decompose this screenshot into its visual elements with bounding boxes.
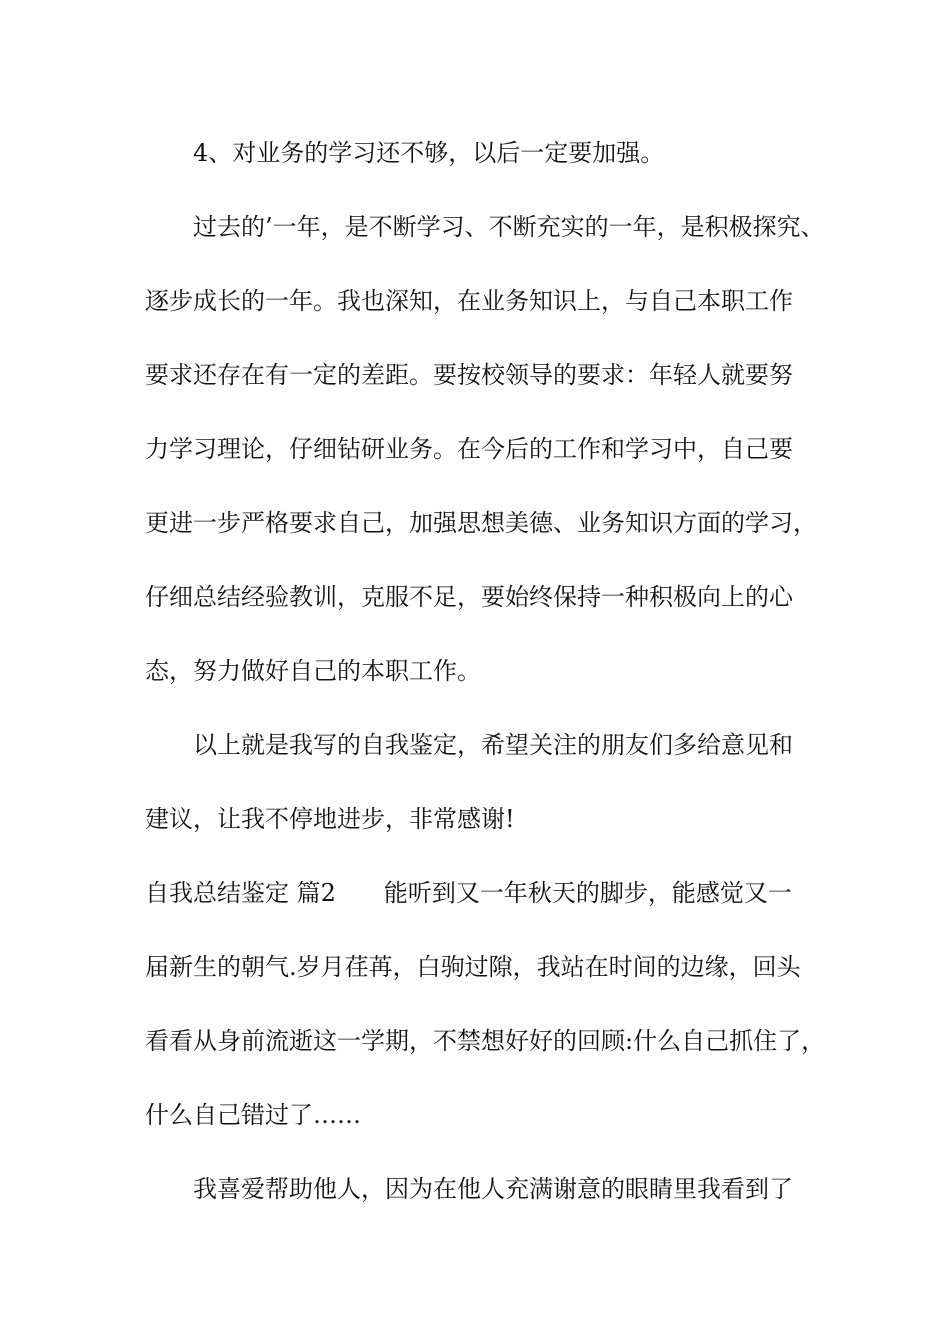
paragraph-line: 建议，让我不停地进步，非常感谢!	[145, 805, 515, 833]
paragraph-line: 能听到又一年秋天的脚步，能感觉又一	[383, 879, 792, 907]
paragraph-line: 过去的’一年，是不断学习、不断充实的一年，是积极探究、	[193, 213, 825, 241]
paragraph-line: 以上就是我写的自我鉴定，希望关注的朋友们多给意见和	[193, 731, 793, 759]
paragraph-line: 看看从身前流逝这一学期，不禁想好好的回顾:什么自己抓住了，	[145, 1027, 826, 1055]
paragraph-line: 力学习理论，仔细钻研业务。在今后的工作和学习中，自己要	[145, 435, 793, 463]
paragraph-line: 态，努力做好自己的本职工作。	[145, 657, 481, 685]
paragraph-line: 什么自己错过了……	[145, 1101, 361, 1129]
paragraph-line: 届新生的朝气.岁月荏苒，白驹过隙，我站在时间的边缘，回头	[145, 953, 801, 981]
section-heading-line	[145, 878, 792, 908]
section-heading: 自我总结鉴定 篇2	[145, 879, 336, 907]
paragraph-line: 4、对业务的学习还不够，以后一定要加强。	[193, 139, 665, 167]
paragraph-line: 仔细总结经验教训，克服不足，要始终保持一种积极向上的心	[145, 583, 793, 611]
paragraph-line: 逐步成长的一年。我也深知，在业务知识上，与自己本职工作	[145, 287, 793, 315]
paragraph-line: 要求还存在有一定的差距。要按校领导的要求：年轻人就要努	[145, 361, 793, 389]
paragraph-line: 我喜爱帮助他人，因为在他人充满谢意的眼睛里我看到了	[193, 1175, 793, 1203]
paragraph-line: 更进一步严格要求自己，加强思想美德、业务知识方面的学习，	[145, 509, 817, 537]
